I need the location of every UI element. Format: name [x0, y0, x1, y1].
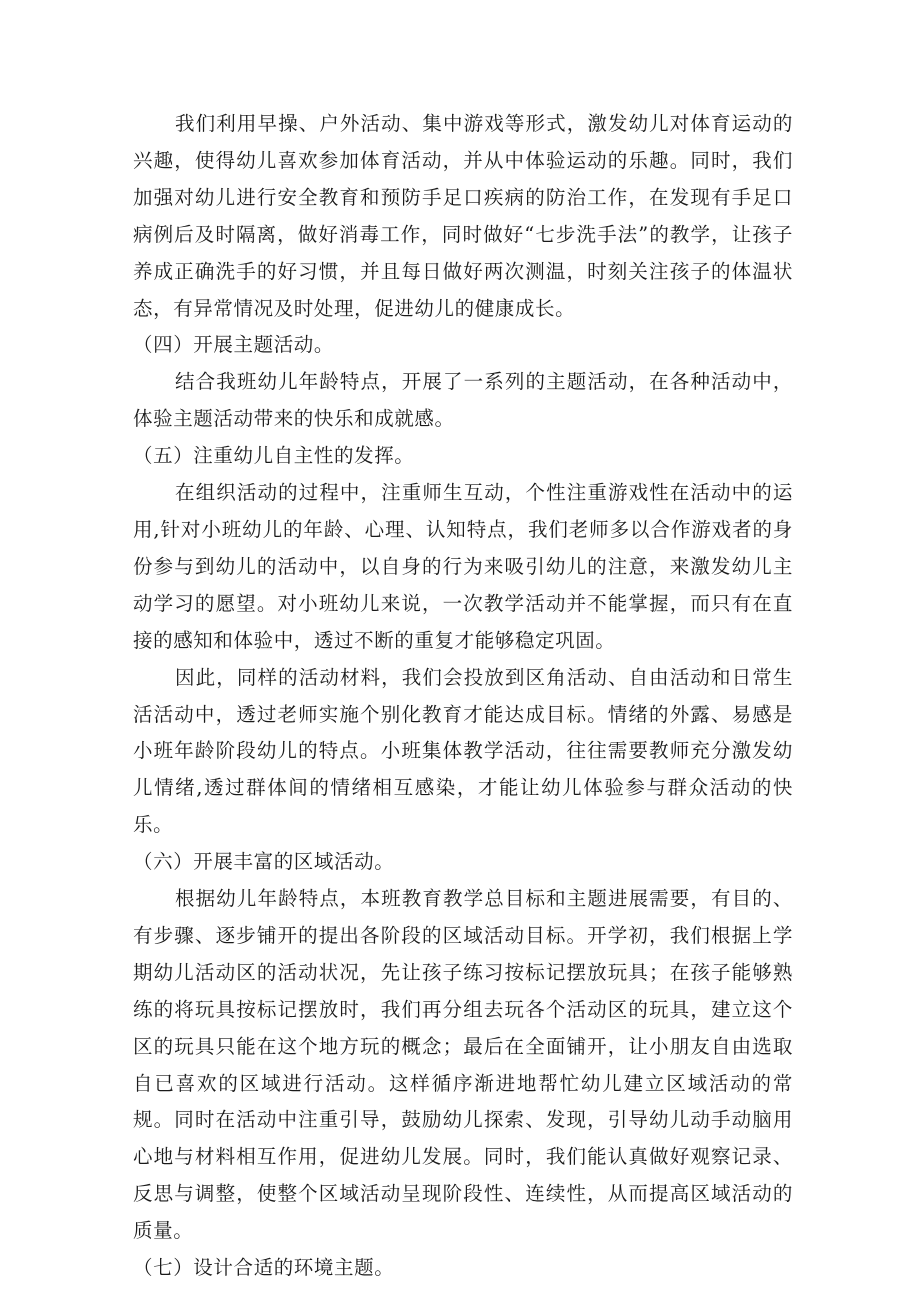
- section-heading-5: （五）注重幼儿自主性的发挥。: [133, 444, 415, 468]
- document-body: [133, 106, 793, 1287]
- section-heading-4: （四）开展主题活动。: [133, 333, 335, 357]
- paragraph-autonomy: 在组织活动的过程中，注重师生互动，个性注重游戏性在活动中的运用,针对小班幼儿的年龄、心理、认知特点，我们老师多以合作游戏者的身份参与到幼儿的活动中，以自身的行为来吸引幼儿的注意，来激发幼儿主动学习的愿望。对小班幼儿来说，一次教学活动并不能掌握，而只有在直接的感知和体验中，透过不断的重复才能够稳定巩固。: [133, 481, 793, 652]
- paragraph-theme-activities: 结合我班幼儿年龄特点，开展了一系列的主题活动，在各种活动中，体验主题活动带来的快乐和成就感。: [133, 370, 793, 431]
- paragraph-individualized-education: 因此，同样的活动材料，我们会投放到区角活动、自由活动和日常生活活动中，透过老师实施个别化教育才能达成目标。情绪的外露、易感是小班年龄阶段幼儿的特点。小班集体教学活动，往往需要教师充分激发幼儿情绪,透过群体间的情绪相互感染，才能让幼儿体验参与群众活动的快乐。: [133, 665, 793, 837]
- paragraph-area-activities: 根据幼儿年龄特点，本班教育教学总目标和主题进展需要，有目的、有步骤、逐步铺开的提出各阶段的区域活动目标。开学初，我们根据上学期幼儿活动区的活动状况，先让孩子练习按标记摆放玩具；在孩子能够熟练的将玩具按标记摆放时，我们再分组去玩各个活动区的玩具，建立这个区的玩具只能在这个地方玩的概念；最后在全面铺开，让小朋友自由选取自已喜欢的区域进行活动。这样循序渐进地帮忙幼儿建立区域活动的常规。同时在活动中注重引导，鼓励幼儿探索、发现，引导幼儿动手动脑用心地与材料相互作用，促进幼儿发展。同时，我们能认真做好观察记录、反思与调整，使整个区域活动呈现阶段性、连续性，从而提高区域活动的质量。: [133, 887, 793, 1243]
- section-heading-7: （七）设计合适的环境主题。: [133, 1256, 395, 1280]
- section-heading-6: （六）开展丰富的区域活动。: [133, 850, 395, 874]
- paragraph-health: 我们利用早操、户外活动、集中游戏等形式，激发幼儿对体育运动的兴趣，使得幼儿喜欢参加体育活动，并从中体验运动的乐趣。同时，我们加强对幼儿进行安全教育和预防手足口疾病的防治工作，在发现有手足口病例后及时隔离，做好消毒工作，同时做好“七步洗手法”的教学，让孩子养成正确洗手的好习惯，并且每日做好两次测温，时刻关注孩子的体温状态，有异常情况及时处理，促进幼儿的健康成长。: [133, 112, 793, 320]
